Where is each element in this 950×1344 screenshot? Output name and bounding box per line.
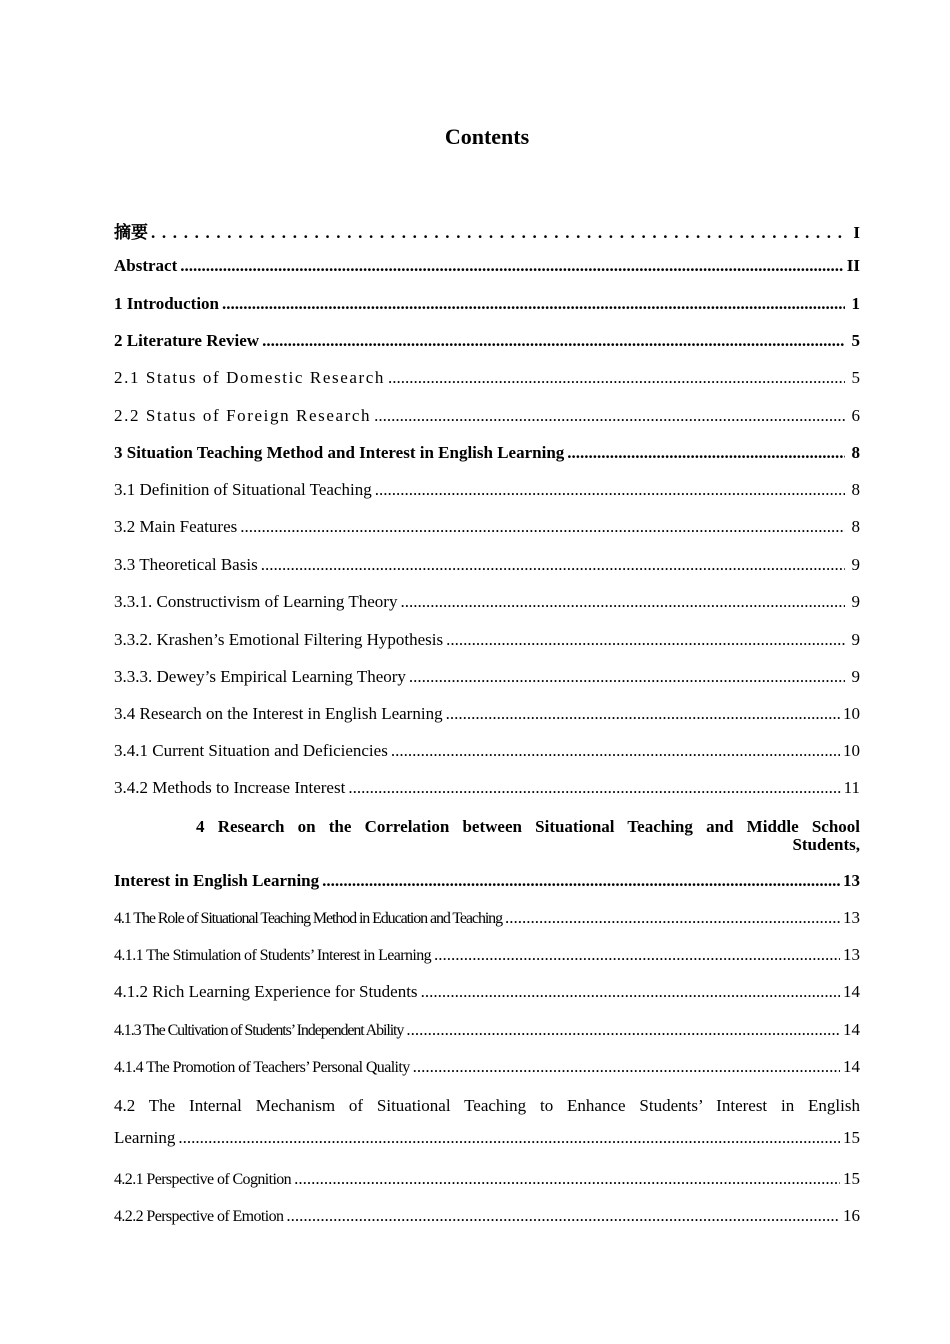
toc-leader-dots	[421, 982, 840, 1002]
toc-entry-page: 10	[843, 741, 860, 760]
toc-entry-page: 8	[851, 480, 860, 499]
page-title: Contents	[444, 124, 530, 149]
toc-leader-dots	[294, 1169, 840, 1189]
toc-entry-page: 1	[851, 294, 860, 313]
toc-entry-3-3-1[interactable]	[114, 592, 860, 616]
toc-entry-page: 5	[851, 331, 860, 350]
toc-entry-label: 3.3.1. Constructivism of Learning Theory	[114, 592, 398, 611]
toc-entry-chapter-4[interactable]	[114, 871, 860, 895]
toc-entry-2-1[interactable]	[114, 368, 860, 392]
toc-entry-label: Abstract	[114, 256, 178, 275]
toc-leader-dots	[240, 517, 845, 537]
toc-entry-2-2[interactable]	[114, 406, 860, 430]
toc-leader-dots	[286, 1206, 840, 1226]
toc-entry-page: II	[846, 256, 860, 275]
toc-entry-label-line1: 4.2 The Internal Mechanism of Situational Teaching to Enhance Students’ Interest in English	[114, 1096, 860, 1115]
toc-entry-label-line2: Students,	[792, 835, 860, 854]
toc-entry-label: 4.1.3 The Cultivation of Students’ Independent Ability	[114, 1022, 404, 1039]
toc-entry-page: 5	[851, 368, 860, 387]
toc-entry-page: 10	[843, 704, 860, 723]
toc-entry-3-1[interactable]	[114, 480, 860, 504]
toc-entry-label: 4.2.1 Perspective of Cognition	[114, 1171, 292, 1188]
toc-leader-dots	[375, 480, 845, 500]
toc-entry-page: 9	[851, 592, 860, 611]
toc-entry-introduction[interactable]	[114, 294, 860, 318]
toc-leader-dots	[178, 1128, 840, 1148]
toc-entry-page: 13	[843, 945, 860, 964]
toc-entry-3-3-3[interactable]	[114, 667, 860, 691]
toc-entry-label: 3.2 Main Features	[114, 517, 238, 536]
toc-entry-4-1[interactable]	[114, 908, 860, 932]
toc-entry-label: Interest in English Learning	[114, 871, 320, 890]
toc-entry-label: 3.1 Definition of Situational Teaching	[114, 480, 372, 499]
toc-entry-label: Learning	[114, 1128, 176, 1147]
toc-entry-label: 2.1 Status of Domestic Research	[114, 368, 386, 387]
toc-leader-dots	[151, 223, 845, 242]
toc-entry-label: 2 Literature Review	[114, 331, 260, 350]
toc-leader-dots	[413, 1057, 840, 1077]
toc-entry-page: 6	[851, 406, 860, 425]
toc-entry-chapter-3[interactable]	[114, 443, 860, 467]
toc-entry-page: 14	[843, 1020, 860, 1039]
toc-entry-label: 4.1.2 Rich Learning Experience for Students	[114, 982, 418, 1001]
toc-entry-label: 4.1.4 The Promotion of Teachers’ Personal Quality	[114, 1059, 410, 1076]
toc-leader-dots	[391, 741, 840, 761]
toc-entry-page: 9	[851, 630, 860, 649]
toc-entry-label: 3.3.3. Dewey’s Empirical Learning Theory	[114, 667, 406, 686]
toc-entry-4-2-1[interactable]	[114, 1169, 860, 1193]
toc-leader-dots	[262, 331, 845, 351]
toc-entry-label: 3 Situation Teaching Method and Interest in English Learning	[114, 443, 565, 462]
toc-leader-dots	[406, 1020, 840, 1040]
toc-leader-dots	[400, 592, 845, 612]
toc-leader-dots	[446, 630, 845, 650]
toc-entry-label: 1 Introduction	[114, 294, 220, 313]
toc-entry-page: 15	[843, 1128, 860, 1147]
toc-entry-page: 14	[843, 1057, 860, 1076]
toc-entry-label: 2.2 Status of Foreign Research	[114, 406, 372, 425]
toc-entry-label: 3.4 Research on the Interest in English Learning	[114, 704, 443, 723]
toc-entry-label: 3.3 Theoretical Basis	[114, 555, 258, 574]
toc-entry-3-3[interactable]	[114, 555, 860, 579]
toc-leader-dots	[180, 256, 844, 276]
toc-leader-dots	[388, 368, 845, 388]
toc-entry-4-1-3[interactable]	[114, 1020, 860, 1044]
toc-entry-label: 3.3.2. Krashen’s Emotional Filtering Hypothesis	[114, 630, 444, 649]
toc-entry-chapter-4-heading[interactable]	[114, 818, 860, 853]
toc-entry-page: 9	[851, 667, 860, 686]
toc-entry-3-4-2[interactable]	[114, 778, 860, 802]
toc-entry-4-2[interactable]	[114, 1128, 860, 1152]
toc-leader-dots	[348, 778, 840, 798]
toc-leader-dots	[505, 908, 840, 928]
toc-leader-dots	[567, 443, 845, 463]
toc-entry-label: 4.1 The Role of Situational Teaching Method in Education and Teaching	[114, 910, 502, 927]
toc-entry-label: 3.4.2 Methods to Increase Interest	[114, 778, 346, 797]
toc-entry-3-4-1[interactable]	[114, 741, 860, 765]
toc-leader-dots	[409, 667, 845, 687]
toc-entry-4-1-4[interactable]	[114, 1057, 860, 1081]
toc-entry-3-4[interactable]	[114, 704, 860, 728]
toc-entry-3-3-2[interactable]	[114, 630, 860, 654]
toc-leader-dots	[374, 406, 845, 426]
toc-leader-dots	[434, 945, 840, 965]
toc-entry-page: 13	[843, 871, 860, 890]
toc-entry-label: 3.4.1 Current Situation and Deficiencies	[114, 741, 388, 760]
toc-entry-3-2[interactable]	[114, 517, 860, 541]
toc-entry-4-2-heading[interactable]	[114, 1089, 860, 1123]
toc-entry-page: 8	[851, 443, 860, 462]
toc-entry-page: 16	[843, 1206, 860, 1225]
toc-entry-page: 8	[851, 517, 860, 536]
toc-entry-literature-review[interactable]	[114, 331, 860, 355]
toc-entry-page: 15	[843, 1169, 860, 1188]
toc-entry-4-2-2[interactable]	[114, 1206, 860, 1230]
toc-entry-page: 9	[851, 555, 860, 574]
toc-entry-page: I	[853, 223, 860, 242]
toc-entry-4-1-1[interactable]	[114, 945, 860, 969]
toc-leader-dots	[261, 555, 845, 575]
toc-entry-4-1-2[interactable]	[114, 982, 860, 1006]
toc-entry-page: 14	[843, 982, 860, 1001]
toc-leader-dots	[446, 704, 840, 724]
toc-entry-page: 11	[843, 778, 860, 797]
toc-leader-dots	[322, 871, 840, 891]
toc-entry-abstract-cn[interactable]	[114, 218, 860, 242]
toc-entry-page: 13	[843, 908, 860, 927]
toc-entry-label: 4.1.1 The Stimulation of Students’ Interest in Learning	[114, 947, 432, 964]
toc-leader-dots	[222, 294, 845, 314]
toc-entry-label: 4.2.2 Perspective of Emotion	[114, 1208, 284, 1225]
toc-entry-label-line1: 4 Research on the Correlation between Situational Teaching and Middle School	[196, 817, 860, 836]
toc-entry-abstract[interactable]	[114, 256, 860, 280]
toc-entry-label: 摘要	[114, 223, 148, 242]
